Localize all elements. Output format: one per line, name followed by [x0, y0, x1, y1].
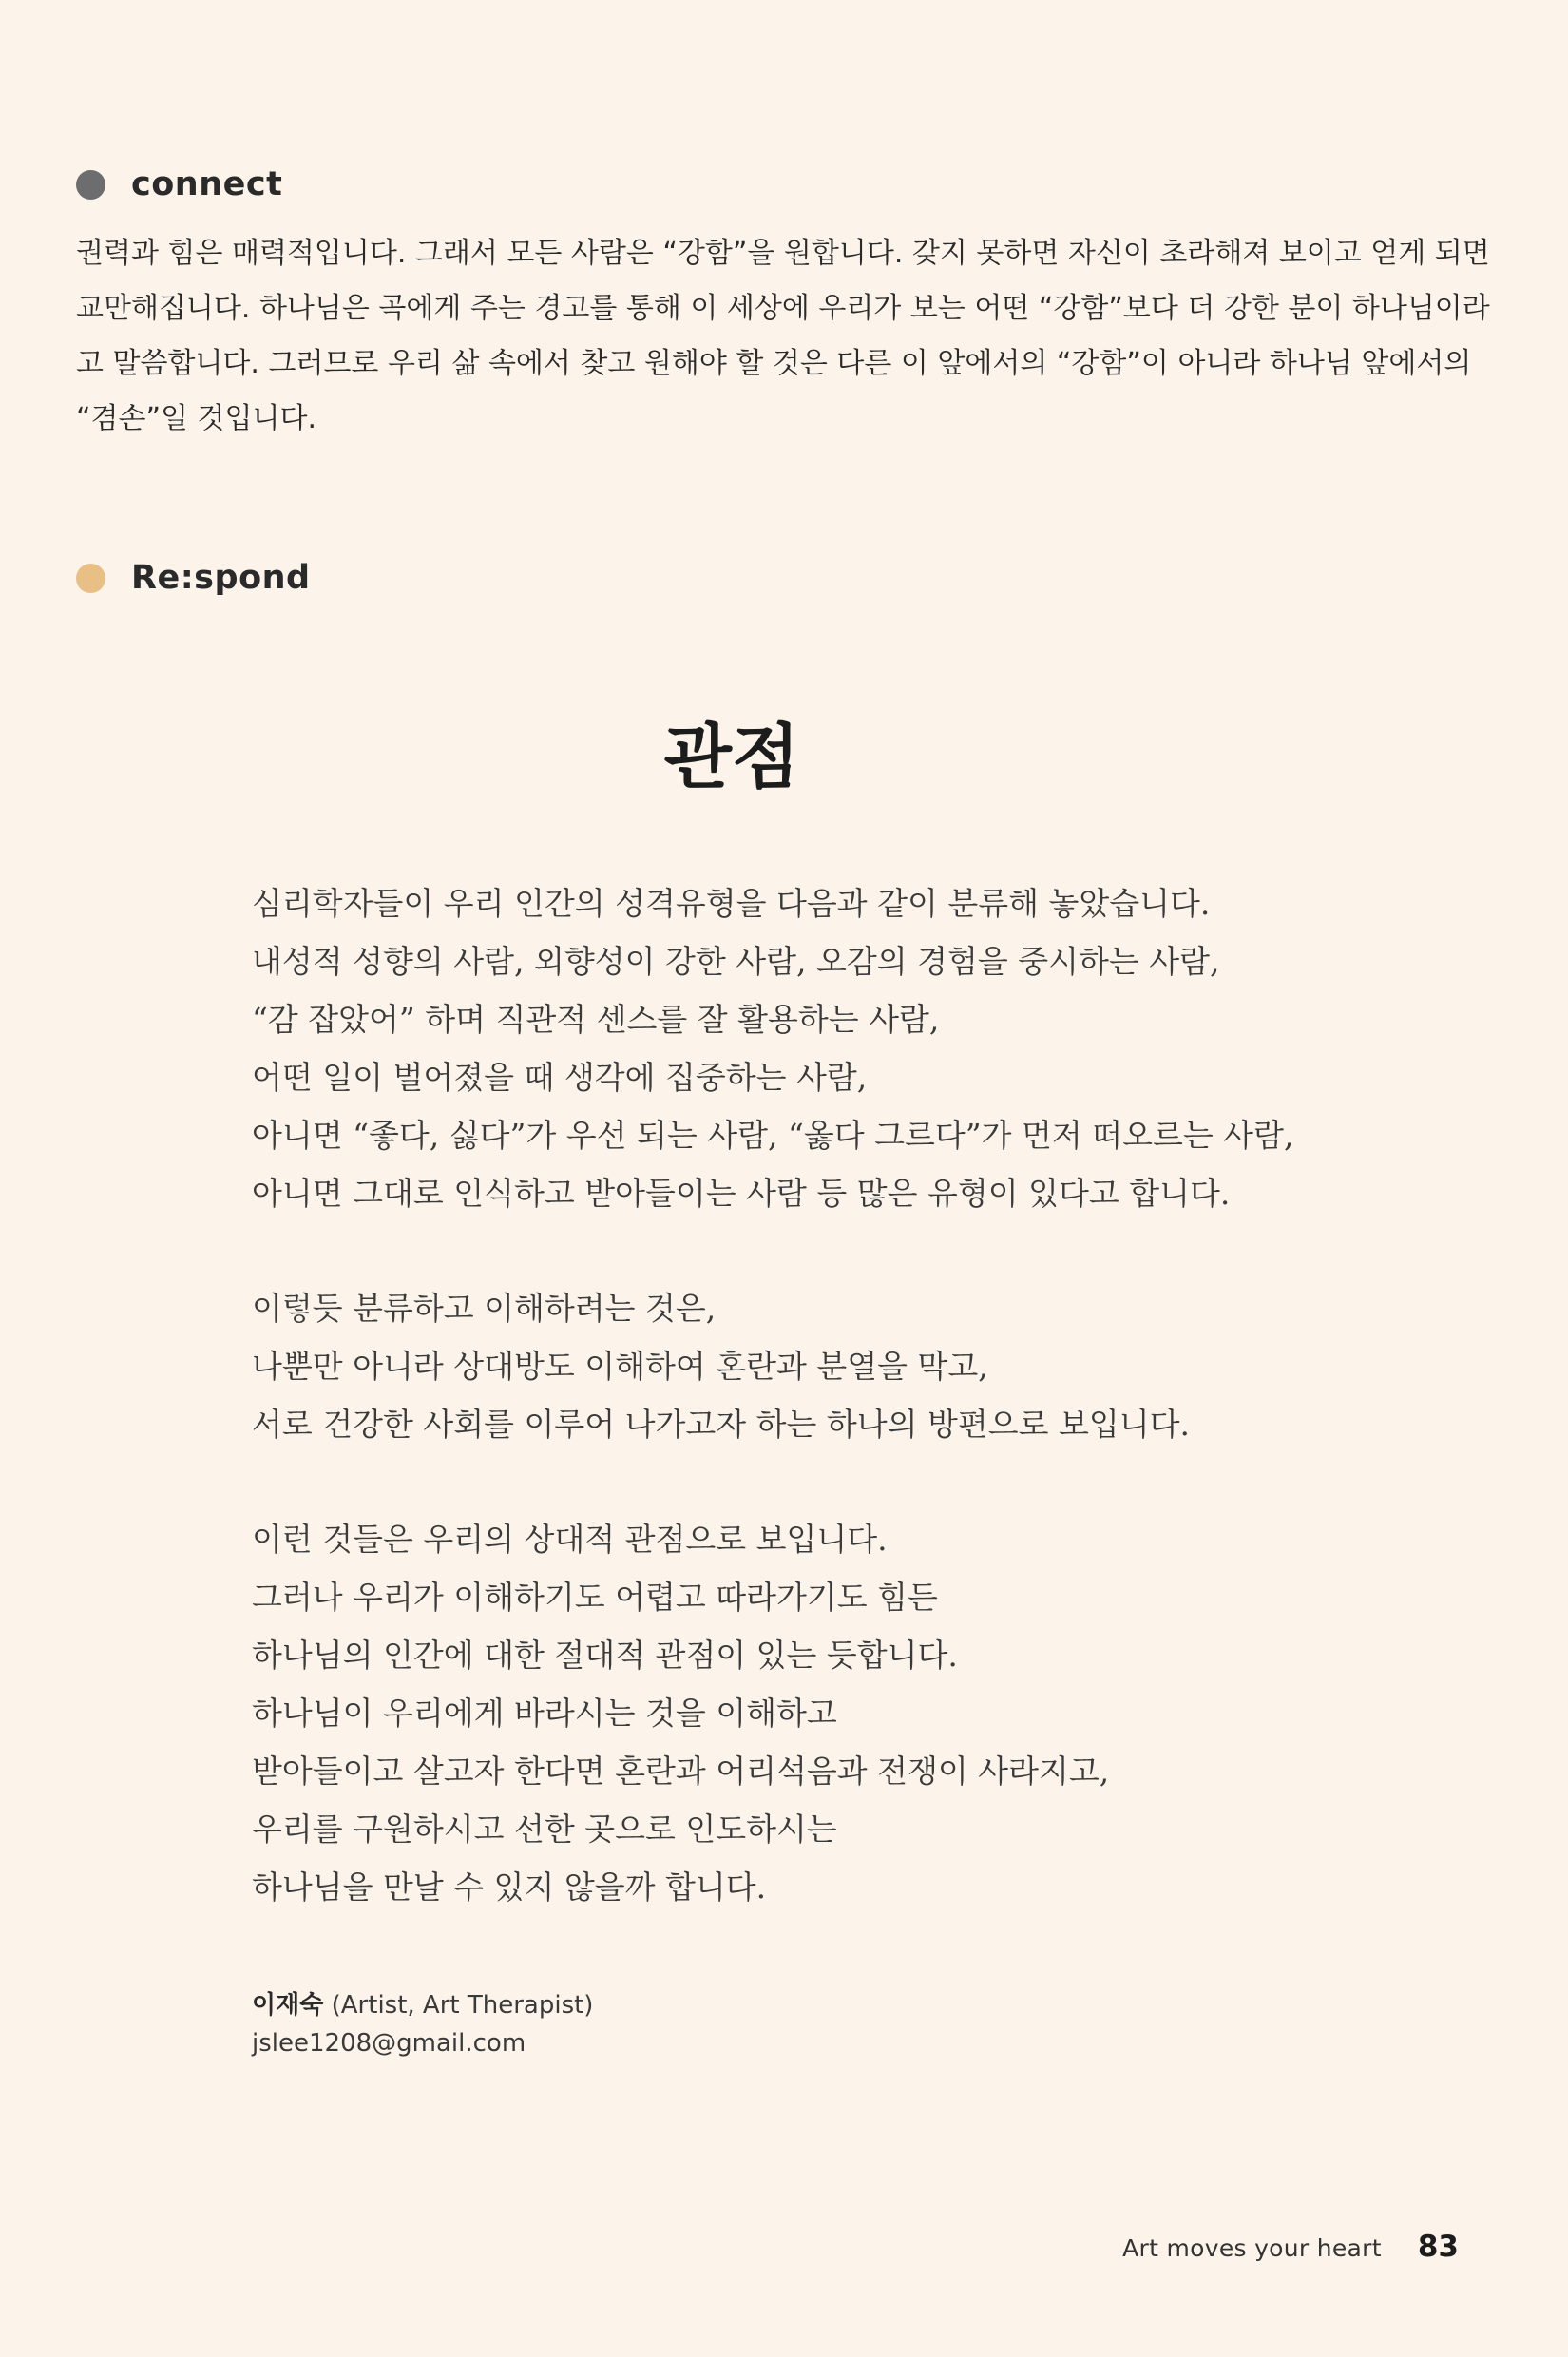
poem-line: 아니면 그대로 인식하고 받아들이는 사람 등 많은 유형이 있다고 합니다.	[252, 1175, 1231, 1212]
connect-label: connect	[131, 165, 283, 203]
poem-line: 하나님이 우리에게 바라시는 것을 이해하고	[252, 1695, 837, 1732]
author-role: (Artist, Art Therapist)	[323, 1991, 594, 2020]
poem-title: 관점	[663, 717, 800, 798]
poem-line: 이런 것들은 우리의 상대적 관점으로 보입니다.	[252, 1521, 888, 1558]
bullet-dot-icon	[76, 564, 105, 593]
author-email[interactable]: jslee1208@gmail.com	[252, 2029, 526, 2058]
connect-line: “겸손”일 것입니다.	[76, 402, 317, 435]
page-footer	[1122, 2230, 1459, 2264]
poem-line: 어떤 일이 벌어졌을 때 생각에 집중하는 사람,	[252, 1059, 868, 1096]
poem-body	[252, 874, 1293, 1973]
page-number: 83	[1417, 2230, 1459, 2264]
poem-line: “감 잡았어” 하며 직관적 센스를 잘 활용하는 사람,	[252, 1001, 940, 1038]
author-credit	[252, 1986, 593, 2062]
poem-line: 그러나 우리가 이해하기도 어렵고 따라가기도 힘든	[252, 1579, 938, 1616]
poem-stanza	[252, 1510, 1293, 1916]
poem-line: 받아들이고 살고자 한다면 혼란과 어리석음과 전쟁이 사라지고,	[252, 1753, 1110, 1790]
poem-stanza	[252, 1279, 1293, 1453]
respond-heading	[76, 559, 311, 597]
author-name: 이재숙	[252, 1991, 324, 2020]
poem-line: 이렇듯 분류하고 이해하려는 것은,	[252, 1290, 717, 1327]
poem-line: 내성적 성향의 사람, 외향성이 강한 사람, 오감의 경험을 중시하는 사람,	[252, 943, 1220, 980]
connect-line: 교만해집니다. 하나님은 곡에게 주는 경고를 통해 이 세상에 우리가 보는 어떤 “강함”보다 더 강한 분이 하나님이라	[76, 292, 1490, 325]
poem-line: 하나님의 인간에 대한 절대적 관점이 있는 듯합니다.	[252, 1637, 958, 1674]
connect-line: 고 말씀합니다. 그러므로 우리 삶 속에서 찾고 원해야 할 것은 다른 이 앞에서의 “강함”이 아니라 하나님 앞에서의	[76, 347, 1472, 380]
poem-line: 심리학자들이 우리 인간의 성격유형을 다음과 같이 분류해 놓았습니다.	[252, 885, 1211, 922]
poem-line: 우리를 구원하시고 선한 곳으로 인도하시는	[252, 1811, 837, 1848]
poem-line: 서로 건강한 사회를 이루어 나가고자 하는 하나의 방편으로 보입니다.	[252, 1406, 1190, 1443]
connect-heading	[76, 165, 282, 203]
respond-label: Re:spond	[131, 559, 311, 597]
connect-line: 권력과 힘은 매력적입니다. 그래서 모든 사람은 “강함”을 원합니다. 갖지 못하면 자신이 초라해져 보이고 얻게 되면	[76, 237, 1490, 270]
poem-stanza	[252, 874, 1293, 1222]
poem-line: 아니면 “좋다, 싫다”가 우선 되는 사람, “옳다 그르다”가 먼저 떠오르는 사람,	[252, 1117, 1294, 1154]
bullet-dot-icon	[76, 170, 105, 200]
poem-line: 하나님을 만날 수 있지 않을까 합니다.	[252, 1868, 767, 1906]
footer-tagline: Art moves your heart	[1122, 2234, 1382, 2262]
poem-line: 나뿐만 아니라 상대방도 이해하여 혼란과 분열을 막고,	[252, 1348, 988, 1385]
connect-paragraph	[76, 226, 1501, 447]
author-line	[252, 1986, 593, 2024]
